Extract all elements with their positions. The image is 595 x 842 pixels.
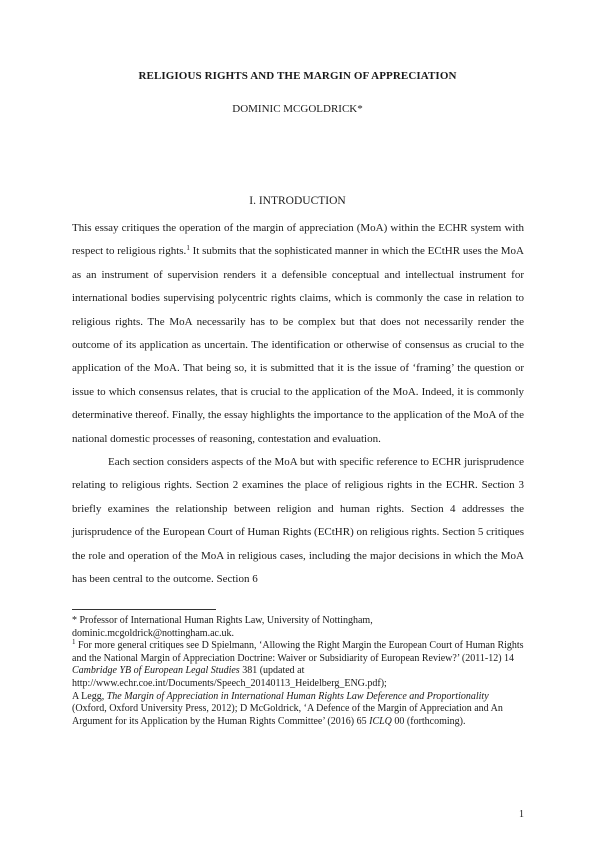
paragraph-1 bbox=[72, 217, 524, 451]
paper-title: RELIGIOUS RIGHTS AND THE MARGIN OF APPRECIATION bbox=[138, 70, 457, 82]
footnote-divider bbox=[72, 609, 216, 610]
footnote-1-continued bbox=[72, 691, 524, 729]
paragraph-1-part-2: It submits that the sophisticated manner in which the ECtHR uses the MoA as an instrument of supervision renders it a defensible conceptual and intellectual instrument for international bodies supervising polycentric rights claims, which is commonly the case in relation to religious rights. The MoA necessarily has to be complex but that does not necessarily render the outcome of its application as uncertain. The identification or otherwise of consensus as crucial to the application of the MoA. That being so, it is submitted that it is the issue of ‘framing’ the question or issue to which consensus relates, that is crucial to the application of the MoA. Indeed, it is commonly determinative thereof. Finally, the essay highlights the importance to the application of the MoA of the national domestic processes of reasoning, contestation and evaluation. bbox=[72, 245, 524, 445]
footnote-1-mark: 1 bbox=[72, 638, 76, 647]
footnote-1-text-d: (Oxford, Oxford University Press, 2012); D McGoldrick, ‘A Defence of the Margin of Appreciation and An Argument for its Application by the Human Rights Committee’ (2016) 65 bbox=[72, 703, 503, 727]
footnote-1-journal: Cambridge YB of European Legal Studies bbox=[72, 665, 240, 677]
footnote-1-text-c: A Legg, bbox=[72, 690, 107, 702]
paragraph-1-part-1: This essay critiques the operation of the margin of appreciation (MoA) within the ECHR system with respect to religious rights. bbox=[72, 222, 524, 258]
footnote-1-book-title: The Margin of Appreciation in International Human Rights Law Deference and Proportionality bbox=[106, 690, 489, 702]
section-heading: I. INTRODUCTION bbox=[249, 195, 346, 207]
body-text bbox=[72, 217, 524, 592]
footnote-author-email[interactable]: dominic.mcgoldrick@nottingham.ac.uk. bbox=[72, 627, 234, 639]
author-name: DOMINIC MCGOLDRICK* bbox=[232, 103, 363, 115]
footnote-1-journal-abbrev: ICLQ bbox=[369, 715, 392, 727]
footnote-1-text-a: For more general critiques see D Spielmann, ‘Allowing the Right Margin the European Court of Human Rights and the National Margin of Appreciation Doctrine: Waiver or Subsidiarity of European Review?’ (2011-12) 14 bbox=[72, 640, 524, 664]
footnote-1 bbox=[72, 640, 524, 678]
page-number: 1 bbox=[519, 809, 524, 820]
footnote-1-url[interactable]: http://www.echr.coe.int/Documents/Speech_20140113_Heidelberg_ENG.pdf); bbox=[72, 677, 387, 689]
footnote-ref-1[interactable]: 1 bbox=[186, 244, 190, 253]
footnote-1-text-e: 00 (forthcoming). bbox=[391, 715, 466, 727]
footnotes bbox=[72, 615, 524, 728]
footnote-1-text-b: 381 (updated at bbox=[239, 665, 305, 677]
footnote-author-line-1: * Professor of International Human Rights Law, University of Nottingham, bbox=[72, 615, 373, 626]
paragraph-2: Each section considers aspects of the MoA but with specific reference to ECHR jurisprudence relating to religious rights. Section 2 examines the place of religious rights in the ECHR. Section 3 briefly examines the relationship between religion and human rights. Section 4 addresses the jurisprudence of the European Court of Human Rights (ECtHR) on religious rights. Section 5 critiques the role and operation of the MoA in religious cases, including the major decisions in which the MoA has been central to the outcome. Section 6 bbox=[72, 456, 524, 586]
